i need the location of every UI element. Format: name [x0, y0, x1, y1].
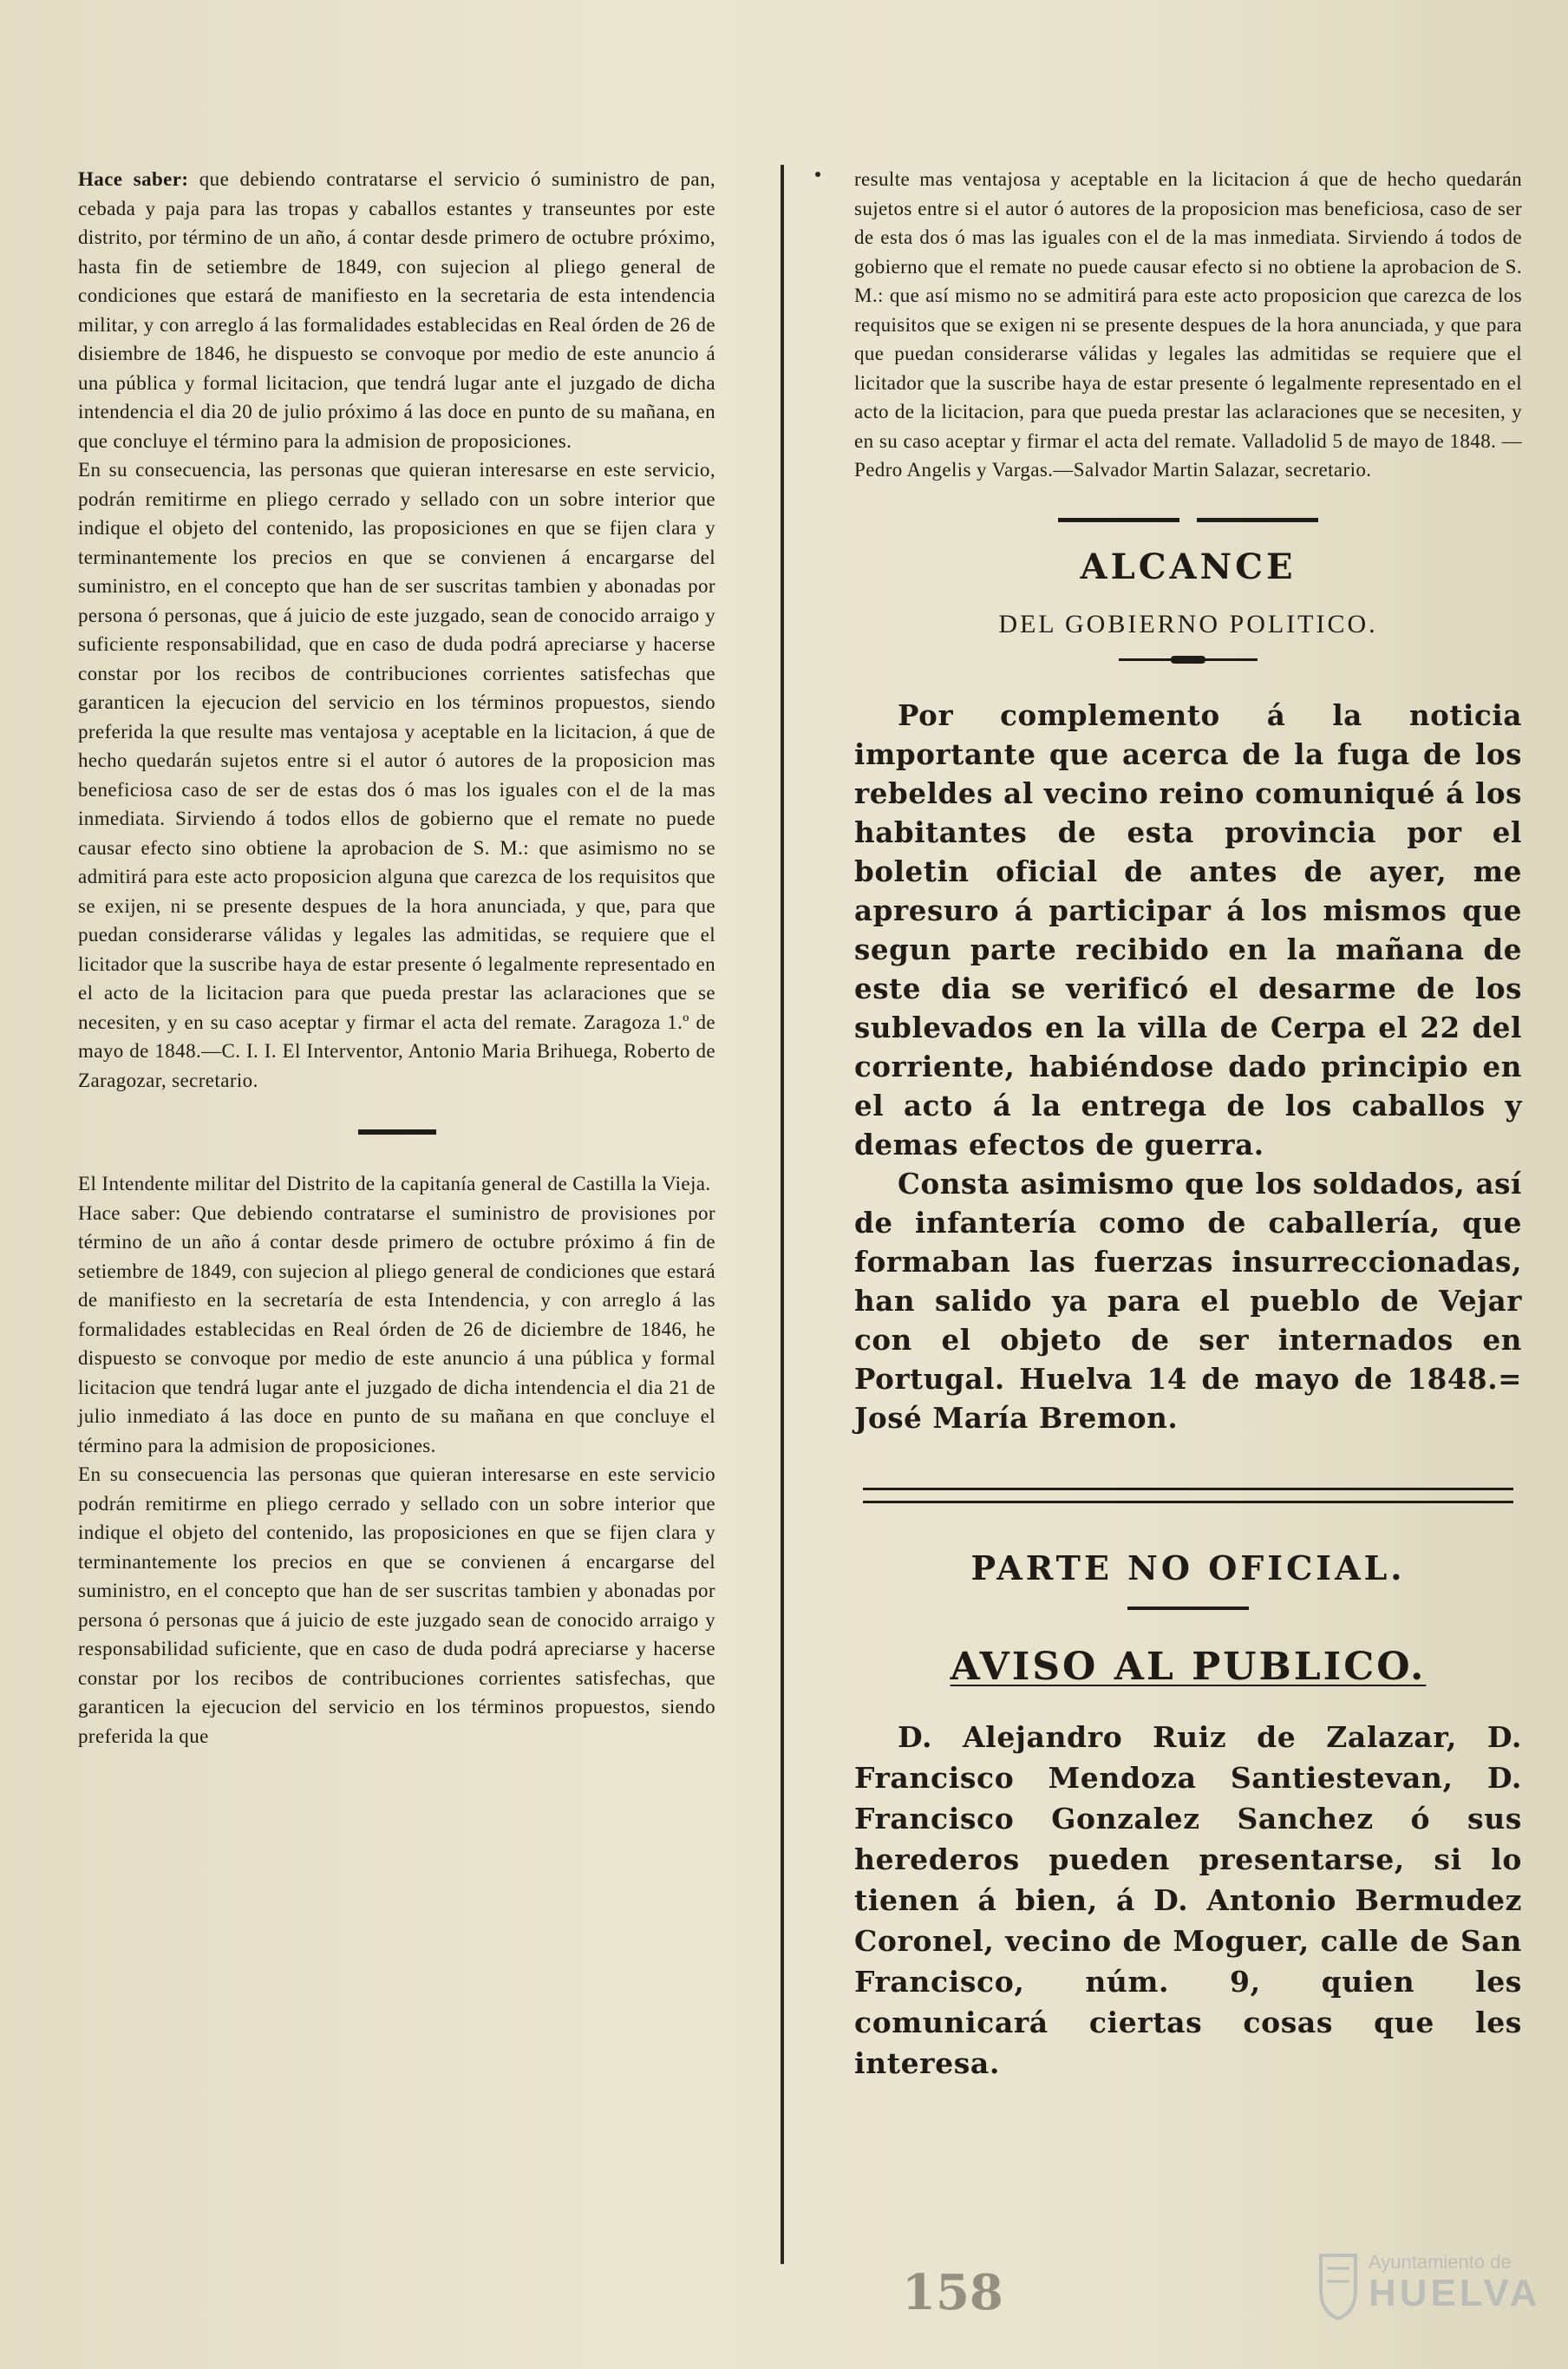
alcance-subheading: DEL GOBIERNO POLITICO. [998, 609, 1378, 638]
notice1-text1: que debiendo contratarse el servicio ó suministro de pan, cebada y paja para las tropas y caballos estantes y transeuntes por este distrito, por término de un año, á contar desde primero de octubre próximo, hasta fin de setiembre de 1849, con sujecion al pliego general de condiciones que estará de manifiesto en la secretaria de esta intendencia militar, y con arreglo á las formalidades establecidas en Real órden de 26 de disiembre de 1846, he dispuesto se convoque por medio de este anuncio á una pública y formal licitacion, que tendrá lugar ante el juzgado de dicha intendencia el dia 20 de julio próximo á las doce en punto de su mañana, en que concluye el término para la admision de proposiciones. [78, 168, 715, 452]
notice2-title: El Intendente militar del Distrito de la capitanía general de Castilla la Vieja. [78, 1173, 711, 1194]
page-number: 158 [902, 2264, 1003, 2321]
section-rule [863, 1488, 1513, 1503]
margin-dot [815, 172, 820, 177]
alcance-paragraph1: Por complemento á la noticia importante que acerca de la fuga de los rebeldes al vecino reino comuniqué á los habitantes de esta provincia por el boletin oficial de antes de ayer, me apresuro á participar á los mismos que segun parte recibido en la mañana de este dia se verificó el desarme de los sublevados en la villa de Cerpa el 22 del corriente, habiéndose dado principio en el acto á la entrega de los caballos y demas efectos de guerra. [854, 697, 1522, 1162]
continuation-paragraph: resulte mas ventajosa y aceptable en la licitacion á que de hecho quedarán sujetos entre si el autor ó autores de la proposicion mas beneficiosa, caso de ser de esta dos ó mas las iguales con el de la mas inmediata. Sirviendo á todos de gobierno que el remate no puede causar efecto si no obtiene la aprobacion de S. M.: que así mismo no se admitirá para este acto proposicion que carezca de los requisitos que se exigen ni se presente despues de la hora anunciada, y que para que puedan considerarse válidas y legales las admitidas se requiere que el licitador que la suscribe haya de estar presente ó legalmente representado en el acto de la licitacion, para que pueda prestar las aclaraciones que se necesiten, y en su caso aceptar y firmar el acta del remate. Valladolid 5 de mayo de 1848. —Pedro Angelis y Vargas.—Salvador Martin Salazar, secretario. [854, 168, 1522, 481]
watermark-line1: Ayuntamiento de [1369, 2251, 1512, 2273]
notice1-lead: Hace saber: [78, 168, 189, 190]
alcance-paragraph2: Consta asimismo que los soldados, así de infantería como de caballería, que formaban las fuerzas insurreccionadas, han salido ya para el pueblo de Vejar con el objeto de ser internados en Portugal. Huelva 14 de mayo de 1848.= José María Bremon. [854, 1166, 1522, 1435]
column-divider [781, 165, 784, 2264]
watermark-line2: HUELVA [1369, 2272, 1541, 2314]
left-column [78, 165, 715, 1751]
aviso-heading: AVISO AL PUBLICO. [950, 1644, 1427, 1689]
right-column [854, 165, 1522, 2084]
parte-rule [1127, 1607, 1249, 1610]
decorative-rule [1119, 658, 1258, 661]
parte-heading: PARTE NO OFICIAL. [970, 1548, 1406, 1587]
double-separator [854, 518, 1522, 522]
aviso-paragraph: D. Alejandro Ruiz de Zalazar, D. Francisco Mendoza Santiestevan, D. Francisco Gonzalez Sanchez ó sus herederos pueden presentarse, si lo tienen á bien, á D. Antonio Bermudez Coronel, vecino de Moguer, calle de San Francisco, núm. 9, quien les comunicará ciertas cosas que les interesa. [854, 1719, 1522, 2080]
alcance-heading: ALCANCE [1080, 546, 1297, 587]
notice2-paragraph2: En su consecuencia las personas que quieran interesarse en este servicio podrán remitirme en pliego cerrado y sellado con un sobre interior que indique el objeto del contenido, las proposiciones en que se fijen clara y terminantemente los precios en que se convienen á encargarse del suministro, en el concepto que han de ser suscritas tambien y abonadas por persona ó personas que á juicio de este juzgado sean de conocido arraigo y responsabilidad suficiente, que en caso de duda podrá apreciarse y hacerse constar por los recibos de contribuciones corrientes satisfechas, que garanticen la ejecucion del servicio en los términos propuestos, siendo preferida la que [78, 1463, 715, 1747]
notice2-paragraph1: Hace saber: Que debiendo contratarse el suministro de provisiones por término de un año á contar desde primero de octubre próximo á fin de setiembre de 1849, con sujecion al pliego general de condiciones que estará de manifiesto en la secretaría de esta Intendencia, y con arreglo á las formalidades establecidas en Real órden de 26 de diciembre de 1846, he dispuesto se convoque por medio de este anuncio á una pública y formal licitacion que tendrá lugar ante el juzgado de dicha intendencia el dia 21 de julio inmediato á las doce en punto de su mañana en que concluye el término para la admision de proposiciones. [78, 1201, 715, 1456]
notice1-paragraph1 [78, 165, 715, 455]
watermark [1316, 2239, 1542, 2334]
watermark-shield-icon [1316, 2251, 1360, 2320]
notice1-paragraph2: En su consecuencia, las personas que quieran interesarse en este servicio, podrán remitirme en pliego cerrado y sellado con un sobre interior que indique el objeto del contenido, las proposiciones en que se fijen clara y terminantemente los precios en que se convienen á encargarse del suministro, en el concepto que han de ser suscritas tambien y abonadas por persona ó personas, que á juicio de este juzgado, sean de conocido arraigo y suficiente responsabilidad, que en caso de duda podrá apreciarse y hacerse constar por los recibos de contribuciones corrientes satisfechas que garanticen la ejecucion del servicio en los términos propuestos, siendo preferida la que resulte mas ventajosa y aceptable en la licitacion, á que de hecho quedarán sujetos entre si el autor ó autores de la proposicion mas beneficiosa caso de ser de estas dos ó mas los iguales con el de la mas inmediata. Sirviendo á todos ellos de gobierno que el remate no puede causar efecto sino obtiene la aprobacion de S. M.: que asimismo no se admitirá para este acto proposicion alguna que carezca de los requisitos que se exijen, ni se presente despues de la hora anunciada, y que, para que puedan considerarse válidas y legales las admitidas, se requiere que el licitador que la suscribe haya de estar presente ó legalmente representado en el acto de la licitacion para que pueda prestar las aclaraciones que se necesiten, y en su caso aceptar y firmar el acta del remate. Zaragoza 1.º de mayo de 1848.—C. I. I. El Interventor, Antonio Maria Brihuega, Roberto de Zaragozar, secretario. [78, 459, 715, 1091]
separator-rule [358, 1129, 436, 1135]
